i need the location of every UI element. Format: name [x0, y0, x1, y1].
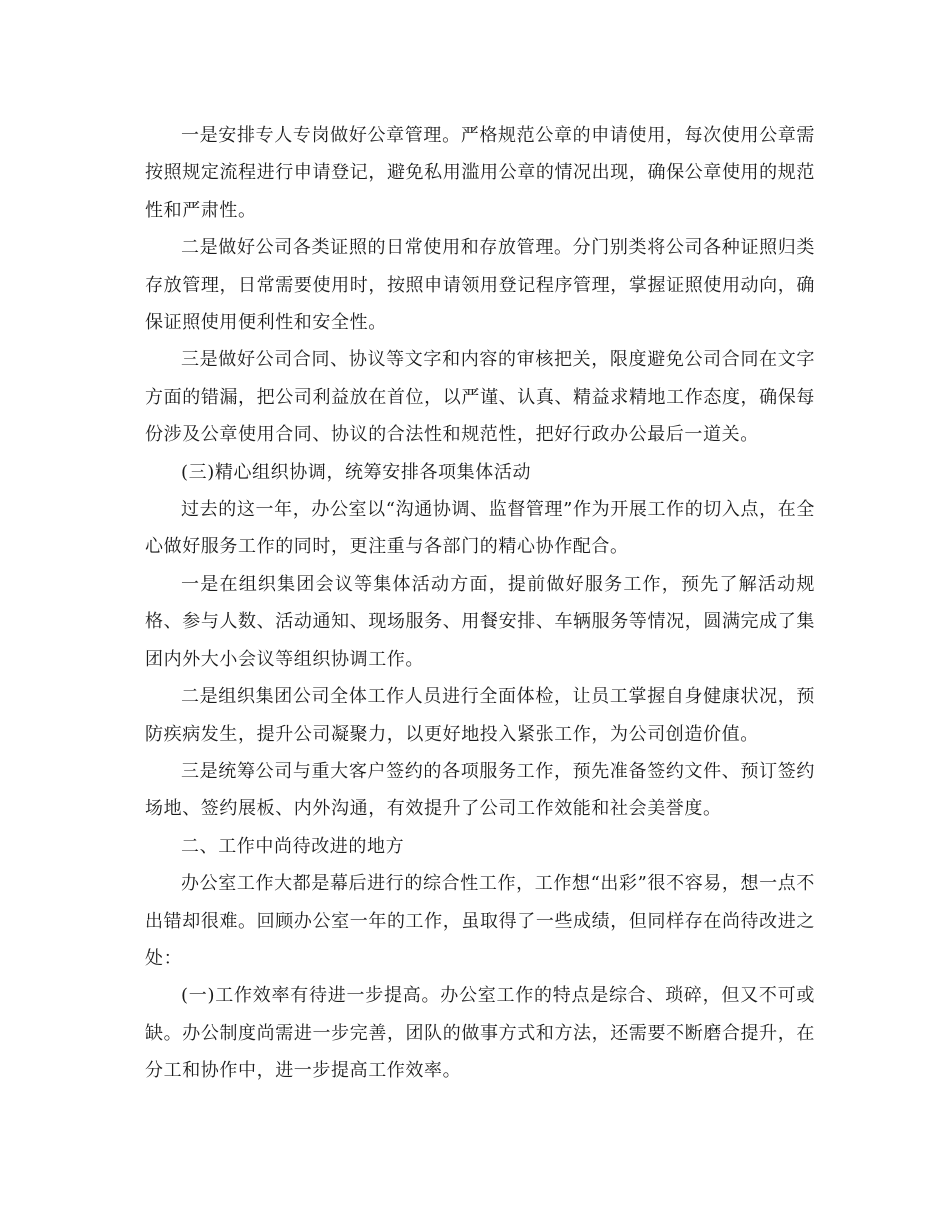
paragraph-seal-management: 一是安排专人专岗做好公章管理。严格规范公章的申请使用，每次使用公章需按照规定流程进行申请登记，避免私用滥用公章的情况出现，确保公章使用的规范性和严肃性。: [145, 125, 815, 221]
paragraph-license-management: 二是做好公司各类证照的日常使用和存放管理。分门别类将公司各种证照归类存放管理，日常需要使用时，按照申请领用登记程序管理，掌握证照使用动向，确保证照使用便利性和安全性。: [145, 237, 815, 334]
paragraph-health-checkup: 二是组织集团公司全体工作人员进行全面体检，让员工掌握自身健康状况，预防疾病发生，提升公司凝聚力，以更好地投入紧张工作，为公司创造价值。: [145, 686, 815, 745]
paragraph-contract-review: 三是做好公司合同、协议等文字和内容的审核把关，限度避免公司合同在文字方面的错漏，把公司利益放在首位，以严谨、认真、精益求精地工作态度，确保每份涉及公章使用合同、协议的合法性和规范性，把好行政办公最后一道关。: [145, 349, 815, 446]
paragraph-efficiency: (一)工作效率有待进一步提高。办公室工作的特点是综合、琐碎，但又不可或缺。办公制度尚需进一步完善，团队的做事方式和方法，还需要不断磨合提升，在分工和协作中，进一步提高工作效率。: [145, 985, 815, 1082]
section-heading-improvements: 二、工作中尚待改进的地方: [181, 835, 405, 857]
paragraph-improvements-intro: 办公室工作大都是幕后进行的综合性工作，工作想“出彩”很不容易，想一点不出错却很难。回顾办公室一年的工作，虽取得了一些成绩，但同样存在尚待改进之处：: [145, 873, 815, 969]
section-heading-collective-activities: (三)精心组织协调，统筹安排各项集体活动: [181, 461, 532, 483]
document-page: [145, 117, 815, 1090]
paragraph-meeting-organization: 一是在组织集团会议等集体活动方面，提前做好服务工作，预先了解活动规格、参与人数、活动通知、现场服务、用餐安排、车辆服务等情况，圆满完成了集团内外大小会议等组织协调工作。: [145, 573, 815, 670]
paragraph-client-signing: 三是统筹公司与重大客户签约的各项服务工作，预先准备签约文件、预订签约场地、签约展板、内外沟通，有效提升了公司工作效能和社会美誉度。: [145, 760, 815, 820]
paragraph-coordination-intro: 过去的这一年，办公室以“沟通协调、监督管理”作为开展工作的切入点，在全心做好服务工作的同时，更注重与各部门的精心协作配合。: [145, 499, 815, 558]
